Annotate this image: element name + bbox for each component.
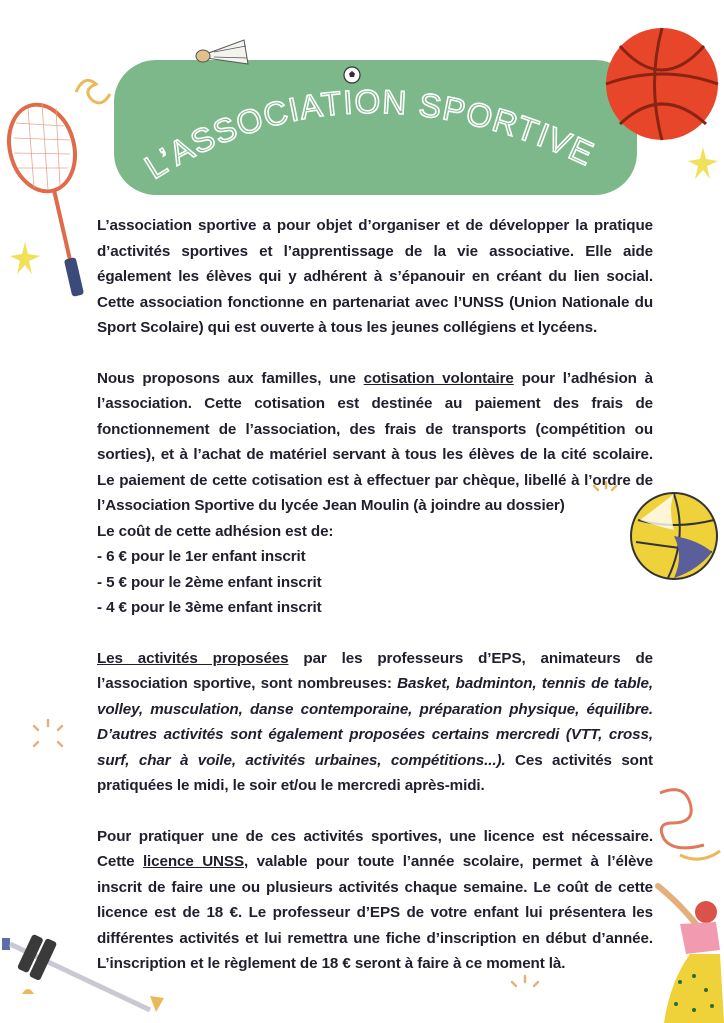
cost-intro: Le coût de cette adhésion est de: xyxy=(97,522,334,540)
intro-paragraph: L’association sportive a pour objet d’organiser et de développer la pratique d’activités sportives et l’apprentissage de la vie associative. Elle aide également les élèves qui y adhérent à s’épanouir en créant du lien social. Cette association fonctionne en partenariat avec l’UNSS (Union Nationale du Sport Scolaire) qui est ouverte à tous les jeunes collégiens et lycéens. xyxy=(97,217,653,336)
star-icon xyxy=(8,240,42,276)
shuttlecock-icon xyxy=(192,34,252,76)
activities-link[interactable]: Les activités proposées xyxy=(97,649,289,667)
sparkle-icon xyxy=(508,972,542,1006)
cost-item: - 6 € pour le 1er enfant inscrit xyxy=(97,548,306,565)
unss-license-link[interactable]: licence UNSS xyxy=(142,853,244,870)
ribbon-icon xyxy=(650,785,724,875)
membership-text-after: pour l’adhésion à l’association. Cette cotisation est destinée au paiement des frais de fonctionnement de l’association, des frais de transports (compétition ou sorties), et à l’achat de matériel servant à tous les élèves de la cité scolaire. Le paiement de cette cotisation est à effectuer par chèque, libellé à l’ordre de l’Association Sportive du lycée Jean Moulin (à joindre au dossier) xyxy=(97,369,653,514)
activities-paragraph xyxy=(97,646,653,799)
sparkle-icon xyxy=(28,716,68,756)
membership-paragraph xyxy=(97,366,653,519)
cost-item: - 5 € pour le 2ème enfant inscrit xyxy=(97,573,322,591)
activities-list: Basket, badminton, tennis de table, volley, musculation, danse contemporaine, préparation physique, équilibre. D’autres activités sont également proposées certains mercredi (VTT, cross, surf, char à voile, activités urbaines, compétitions...). xyxy=(97,675,653,769)
activities-text-2: Ces activités sont pratiquées le midi, le soir et/ou le mercredi après-midi. xyxy=(97,751,653,794)
voluntary-fee-link[interactable]: cotisation volontaire xyxy=(363,369,514,387)
dancer-icon xyxy=(650,872,724,1023)
star-icon xyxy=(686,145,720,181)
license-paragraph xyxy=(97,824,653,977)
license-text-before: Pour pratiquer une de ces activités sportives, une licence est nécessaire. Cette xyxy=(97,827,653,870)
membership-text-before: Nous proposons aux familles, une xyxy=(97,369,364,387)
svg-text:L’ASSOCIATION SPORTIVE xyxy=(138,83,600,186)
cost-item: - 4 € pour le 3ème enfant inscrit xyxy=(97,599,322,616)
soccer-ball-icon xyxy=(343,66,361,84)
license-text-after: , valable pour toute l’année scolaire, permet à l’élève inscrit de faire une ou plusieurs activités chaque semaine. Le coût de cette licence est de 18 €. Le professeur d’EPS de votre enfant lui présentera les différentes activités et lui remettra une fiche d’inscription en début d’année. L’inscription et le règlement de 18 € seront à faire à ce moment là. xyxy=(97,853,653,972)
title-arc xyxy=(114,60,637,195)
basketball-icon xyxy=(602,24,722,144)
activities-text-1: par les professeurs d’EPS, animateurs de l’association sportive, sont nombreuses: xyxy=(97,649,653,692)
main-content xyxy=(97,213,653,977)
page-title: L’ASSOCIATION SPORTIVE xyxy=(138,82,601,186)
